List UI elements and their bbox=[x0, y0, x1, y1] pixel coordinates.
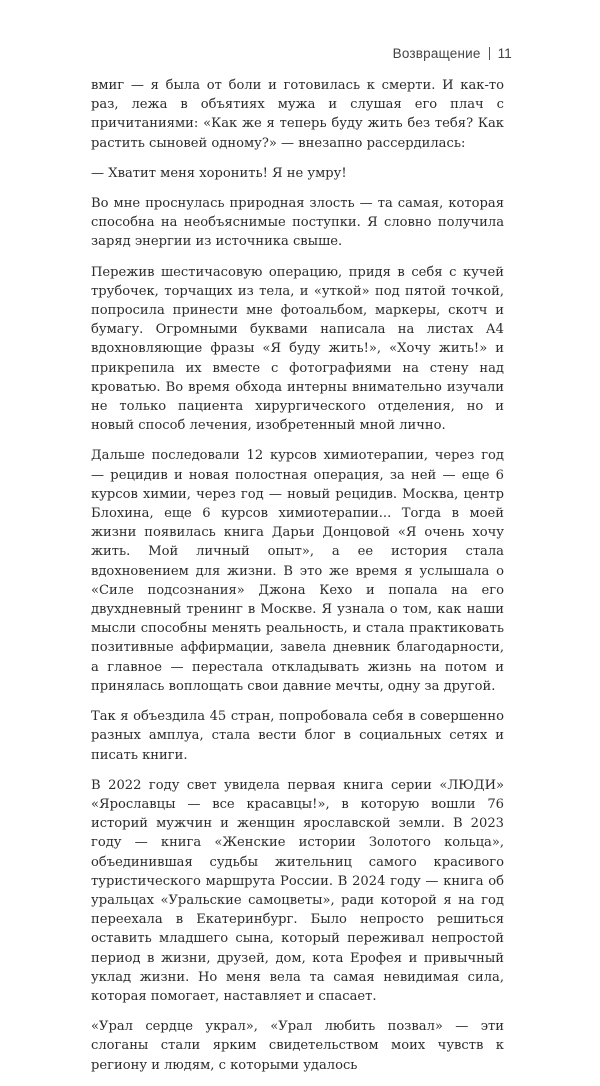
paragraph: вмиг — я была от боли и готовилась к смерти. И как-то раз, лежа в объятиях мужа и слушая его плач с причитаниями: «Как же я теперь буду жить без тебя? Как растить сыновей одному?» — внезапно рассердилась: bbox=[91, 78, 504, 151]
paragraph: «Урал сердце украл», «Урал любить позвал» — эти слоганы стали ярким свидетельством моих чувств к региону и людям, с которыми удалось bbox=[91, 1019, 504, 1073]
paragraph: — Хватит меня хоронить! Я не умру! bbox=[91, 165, 347, 181]
header-divider bbox=[489, 47, 490, 60]
paragraph: Дальше последовали 12 курсов химиотерапии, через год — рецидив и новая полостная операция, за ней — еще 6 курсов химии, через год — новый рецидив. Москва, центр Блохина, еще 6 курсов химиотерапии... Тогда в моей жизни появилась книга Дарьи Донцовой «Я очень хочу жить. Мой личный опыт», а ее история стала вдохновением для жизни. В это же время я услышала о «Силе подсознания» Джона Кехо и попала на его двухдневный тренинг в Москве. Я узнала о том, как наши мысли способны менять реальность, и стала практиковать позитивные аффирмации, завела дневник благодарности, а главное — перестала откладывать жизнь на потом и принялась воплощать свои давние мечты, одну за другой. bbox=[91, 448, 504, 694]
paragraph: Во мне проснулась природная злость — та самая, которая способна на необъяснимые поступки. Я словно получила заряд энергии из источника свыше. bbox=[91, 196, 504, 250]
running-header bbox=[393, 46, 512, 61]
paragraph: Пережив шестичасовую операцию, придя в себя с кучей трубочек, торчащих из тела, и «уткой» под пятой точкой, попросила принести мне фотоальбом, маркеры, скотч и бумагу. Огромными буквами написала на листах А4 вдохновляющие фразы «Я буду жить!», «Хочу жить!» и прикрепила их вместе с фотографиями на стену над кроватью. Во время обхода интерны внимательно изучали не только пациента хирургического отделения, но и новый способ лечения, изобретенный мной лично. bbox=[91, 264, 504, 434]
page-number: 11 bbox=[497, 46, 512, 61]
section-title: Возвращение bbox=[392, 46, 481, 61]
paragraph: В 2022 году свет увидела первая книга серии «ЛЮДИ» «Ярославцы — все красавцы!», в которую вошли 76 историй мужчин и женщин ярославской земли. В 2023 году — книга «Женские истории Золотого кольца», объединившая судьбы жительниц самого красивого туристического маршрута России. В 2024 году — книга об уральцах «Уральские самоцветы», ради которой я на год переехала в Екатеринбург. Было непросто решиться оставить младшего сына, который переживал непростой период в жизни, друзей, дом, кота Ерофея и привычный уклад жизни. Но меня вела та самая невидимая сила, которая помогает, наставляет и спасает. bbox=[91, 777, 504, 1004]
body-text bbox=[91, 76, 504, 1086]
paragraph: Так я объездила 45 стран, попробовала себя в совершенно разных амплуа, стала вести блог в социальных сетях и писать книги. bbox=[91, 709, 504, 763]
